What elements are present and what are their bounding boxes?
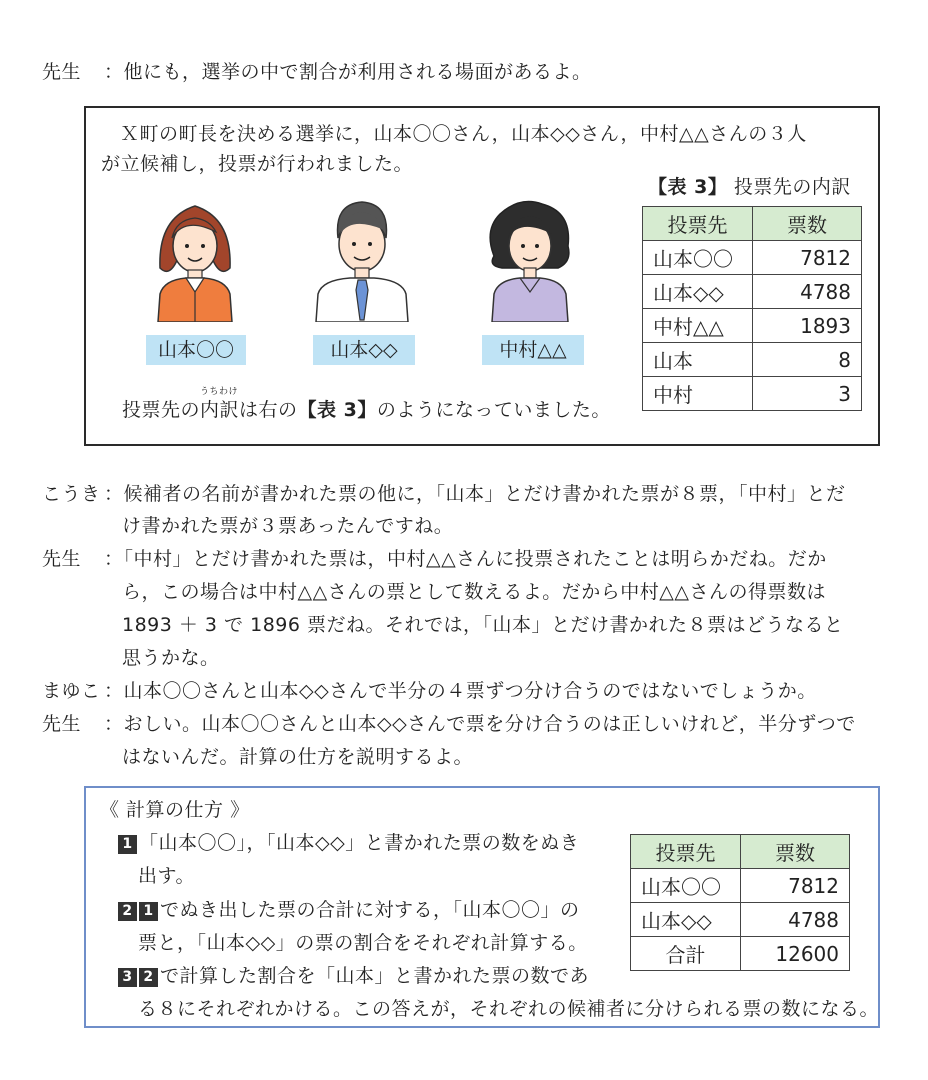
step-3-line-1 (118, 964, 589, 988)
table-row (631, 903, 850, 937)
table-cell-votes: 7812 (753, 241, 862, 275)
table-cell-votes: 1893 (753, 309, 862, 343)
method-title: 《 計算の仕方 》 (100, 799, 250, 821)
step-3-line-2: る８にそれぞれかける。この答えが，それぞれの候補者に分けられる票の数になる。 (138, 998, 880, 1020)
table3 (642, 206, 862, 411)
speaker-name: まゆこ (42, 680, 101, 702)
speaker-name: 先生 (42, 713, 82, 735)
table-cell-votes: 7812 (741, 869, 850, 903)
dialog-line: ら，この場合は中村△△さんの票として数えるよ。だから中村△△さんの得票数は (122, 581, 826, 603)
table-cell-votes: 8 (753, 343, 862, 377)
table-row (643, 309, 862, 343)
table-cell-votes: 3 (753, 377, 862, 411)
table-cell-name: 山本〇〇 (643, 241, 753, 275)
table-header-cell: 票数 (741, 835, 850, 869)
dialog-line: はないんだ。計算の仕方を説明するよ。 (122, 746, 474, 768)
table-cell-name: 山本◇◇ (643, 275, 753, 309)
table-cell-name: 中村 (643, 377, 753, 411)
table-header-cell: 投票先 (631, 835, 741, 869)
intro-line (42, 60, 592, 84)
step-number-badge: 1 (118, 835, 137, 854)
table-caption (122, 387, 611, 422)
dialog-text: ：候補者の名前が書かれた票の他に，「山本」とだけ書かれた票が８票，「中村」とだ (104, 483, 846, 505)
dialog-line: け書かれた票が３票あったんですね。 (122, 515, 454, 537)
dialog-line (42, 547, 827, 571)
step-text: で計算した割合を「山本」と書かれた票の数であ (160, 965, 590, 987)
table3-title-ref: 【表 3】 (648, 176, 728, 198)
table-header-cell: 投票先 (643, 207, 753, 241)
caption-before: 投票先の (122, 399, 201, 421)
candidate-1-label: 山本〇〇 (146, 335, 246, 365)
box1-line-2: が立候補し，投票が行われました。 (101, 153, 414, 175)
intro-text: ：他にも，選挙の中で割合が利用される場面があるよ。 (104, 61, 592, 83)
table-row (631, 937, 850, 971)
table-header-cell: 票数 (753, 207, 862, 241)
table-row (631, 869, 850, 903)
step-2-line-1 (118, 898, 580, 922)
box1-line-1: Ｘ町の町長を決める選挙に，山本〇〇さん，山本◇◇さん，中村△△さんの３人 (120, 123, 807, 145)
table-row (643, 343, 862, 377)
candidate-2-label: 山本◇◇ (313, 335, 415, 365)
dialog-line (42, 482, 846, 506)
table-row (643, 275, 862, 309)
ruby-text: うちわけ (200, 387, 239, 397)
table-row (643, 241, 862, 275)
table-cell-name: 山本◇◇ (631, 903, 741, 937)
table3-title (648, 175, 851, 199)
sum-table (630, 834, 850, 971)
candidate-2-illustration (312, 194, 412, 322)
step-1-line-1 (118, 831, 579, 855)
speaker-name: 先生 (42, 61, 82, 83)
step-text: 「山本〇〇」，「山本◇◇」と書かれた票の数をぬき (139, 832, 580, 854)
step-text: でぬき出した票の合計に対する，「山本〇〇」の (160, 899, 580, 921)
candidate-3-illustration (480, 196, 580, 322)
table-cell-name: 合計 (631, 937, 741, 971)
step-reference-badge: 2 (139, 968, 158, 987)
table-cell-votes: 4788 (753, 275, 862, 309)
dialog-line (42, 679, 817, 703)
dialog-line (42, 712, 856, 736)
caption-after: のようになっていました。 (376, 399, 611, 421)
table-cell-name: 中村△△ (643, 309, 753, 343)
dialog-text: ：「中村」とだけ書かれた票は，中村△△さんに投票されたことは明らかだね。だか (104, 548, 827, 570)
table-row (643, 377, 862, 411)
step-2-line-2: 票と，「山本◇◇」の票の割合をそれぞれ計算する。 (138, 932, 588, 954)
step-number-badge: 2 (118, 902, 137, 921)
table-cell-name: 山本〇〇 (631, 869, 741, 903)
caption-word-with-ruby (200, 387, 240, 422)
caption-word: 内訳 (200, 399, 240, 421)
speaker-name: こうき (42, 483, 101, 505)
dialog-text: ：山本〇〇さんと山本◇◇さんで半分の４票ずつ分け合うのではないでしょうか。 (104, 680, 817, 702)
table-header-row (631, 835, 850, 869)
step-1-line-2: 出す。 (138, 865, 195, 887)
caption-ref: 【表 3】 (297, 399, 377, 421)
step-reference-badge: 1 (139, 902, 158, 921)
table-cell-name: 山本 (643, 343, 753, 377)
caption-mid: は右の (239, 399, 298, 421)
table-cell-votes: 4788 (741, 903, 850, 937)
step-number-badge: 3 (118, 968, 137, 987)
table3-title-text: 投票先の内訳 (733, 176, 851, 198)
dialog-line: 思うかな。 (122, 647, 220, 669)
dialog-text: ：おしい。山本〇〇さんと山本◇◇さんで票を分け合うのは正しいけれど，半分ずつで (104, 713, 856, 735)
dialog-line: 1893 ＋ 3 で 1896 票だね。それでは，「山本」とだけ書かれた８票はどうなると (122, 614, 844, 636)
table-cell-votes: 12600 (741, 937, 850, 971)
candidate-1-illustration (150, 198, 240, 322)
candidate-3-label: 中村△△ (482, 335, 584, 365)
table-header-row (643, 207, 862, 241)
speaker-name: 先生 (42, 548, 82, 570)
